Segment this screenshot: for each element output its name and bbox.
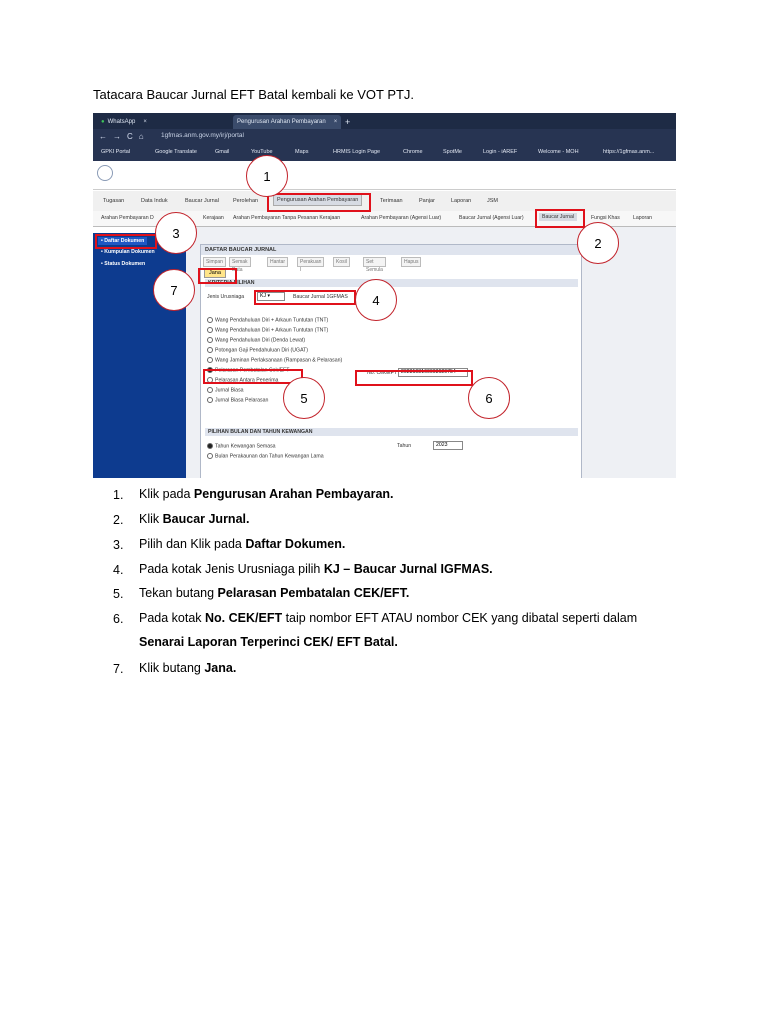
callout-5: 5 <box>283 377 325 419</box>
bookmark[interactable]: Gmail <box>215 149 230 155</box>
radio-option[interactable]: Wang Jaminan Perlaksanaan (Rampasan & Pelarasan) <box>207 357 342 363</box>
menu-item[interactable]: JSM <box>487 198 498 204</box>
radio-option[interactable]: Potongan Gaji Pendahuluan Diri (UGAT) <box>207 347 308 353</box>
jenis-select[interactable]: KJ ▾ <box>257 292 285 301</box>
toolbar-button[interactable]: Perakuan I <box>297 257 324 267</box>
submenu-item-baucar-jurnal[interactable]: Baucar Jurnal <box>539 213 577 221</box>
radio-option[interactable]: Wang Pendahuluan Diri (Denda Lewat) <box>207 337 305 343</box>
submenu-item[interactable]: Arahan Pembayaran D <box>101 215 154 221</box>
highlight-box <box>254 290 356 305</box>
portal-header <box>93 161 676 190</box>
highlight-box <box>355 370 473 386</box>
content-area <box>186 227 676 478</box>
callout-4: 4 <box>355 279 397 321</box>
document-title: Tatacara Baucar Jurnal EFT Batal kembali ke VOT PTJ. <box>93 87 415 102</box>
sidebar-item-daftar[interactable]: • Daftar Dokumen <box>98 237 147 245</box>
radio-option[interactable]: Jurnal Biasa Pelarasan <box>207 397 268 403</box>
bookmark[interactable]: Chrome <box>403 149 423 155</box>
panel-title: DAFTAR BAUCAR JURNAL <box>201 245 585 255</box>
callout-2: 2 <box>577 222 619 264</box>
daftar-panel <box>200 244 582 478</box>
menu-item[interactable]: Laporan <box>451 198 472 204</box>
radio-option[interactable]: Wang Pendahuluan Diri + Arkaun Tuntutan (TNT) <box>207 327 328 333</box>
radio-option[interactable]: Pelarasan Antara Penerima <box>207 377 278 383</box>
tab-whatsapp[interactable]: ● WhatsApp × <box>101 119 147 125</box>
menu-item-pengurusan[interactable]: Pengurusan Arahan Pembayaran <box>273 194 362 206</box>
kriteria-header: KRITERIA PILIHAN <box>205 279 578 287</box>
submenu-item[interactable]: Laporan <box>633 215 653 221</box>
highlight-box <box>535 209 585 228</box>
main-menu <box>93 191 676 212</box>
whatsapp-icon: ● <box>101 119 105 125</box>
close-icon[interactable]: × <box>333 119 338 125</box>
callout-7: 7 <box>153 269 195 311</box>
no-cek-input[interactable]: 2023103160003620754 <box>398 368 468 377</box>
menu-item[interactable]: Panjar <box>419 198 435 204</box>
bookmark[interactable]: Maps <box>295 149 309 155</box>
bookmark[interactable]: SpotMe <box>443 149 462 155</box>
bookmark[interactable]: https://1gfmas.anm... <box>603 149 655 155</box>
browser-tabbar <box>93 113 676 129</box>
toolbar-button[interactable]: Simpan <box>203 257 226 267</box>
bookmark[interactable]: YouTube <box>251 149 273 155</box>
no-cek-label: No. Cek/EFT <box>367 370 397 376</box>
callout-6: 6 <box>468 377 510 419</box>
chevron-down-icon: ▾ <box>267 293 271 299</box>
sidebar-item-kumpulan[interactable]: • Kumpulan Dokumen <box>101 249 155 255</box>
jenis-desc: Baucar Jurnal 1GFMAS <box>293 294 348 300</box>
url-field[interactable]: 1gfmas.anm.gov.my/irj/portal <box>161 132 244 139</box>
nav-icons[interactable]: ←→C⌂ <box>99 132 150 141</box>
bookmark[interactable]: Google Translate <box>155 149 197 155</box>
toolbar-button[interactable]: Set Semula <box>363 257 386 267</box>
radio-option[interactable]: Jurnal Biasa <box>207 387 244 393</box>
highlight-box <box>95 234 157 249</box>
jenis-label: Jenis Urusniaga <box>207 294 245 300</box>
highlight-box <box>267 193 371 212</box>
toolbar-button[interactable]: Hantar <box>267 257 288 267</box>
bookmark[interactable]: Login - iAREF <box>483 149 518 155</box>
submenu-item[interactable]: Arahan Pembayaran (Agensi Luar) <box>361 215 442 221</box>
submenu-item[interactable]: Baucar Jurnal (Agensi Luar) <box>459 215 524 221</box>
submenu-item[interactable]: Arahan Pembayaran Tanpa Pesanan Kerajaan <box>233 215 341 221</box>
submenu-item[interactable]: Fungsi Khas <box>591 215 620 221</box>
menu-item[interactable]: Perolehan <box>233 198 259 204</box>
jana-button[interactable]: Jana <box>204 268 226 278</box>
sidebar-item-status[interactable]: • Status Dokumen <box>101 261 146 267</box>
submenu-item[interactable]: Kerajaan <box>203 215 224 221</box>
callout-1: 1 <box>246 155 288 197</box>
callout-3: 3 <box>155 212 197 254</box>
menu-item[interactable]: Tugasan <box>103 198 125 204</box>
radio-option[interactable]: Wang Pendahuluan Diri + Arkaun Tuntutan (TNT) <box>207 317 328 323</box>
toolbar-button[interactable]: Semak Data <box>229 257 251 267</box>
toolbar-button[interactable]: Hapus <box>401 257 421 267</box>
tahun-input[interactable]: 2023 <box>433 441 463 450</box>
highlight-box <box>203 369 303 384</box>
menu-item[interactable]: Baucar Jurnal <box>185 198 219 204</box>
menu-item[interactable]: Data Induk <box>141 198 168 204</box>
tahun-header: PILIHAN BULAN DAN TAHUN KEWANGAN <box>205 428 578 436</box>
close-icon[interactable]: × <box>143 119 147 125</box>
new-tab-button[interactable]: + <box>345 117 351 127</box>
bookmark[interactable]: Welcome - MOH <box>538 149 579 155</box>
bookmark[interactable]: GPKI Portal <box>101 149 131 155</box>
bookmark[interactable]: HRMIS Login Page <box>333 149 381 155</box>
logo-icon <box>97 165 113 181</box>
radio-pelarasan-cek[interactable]: Pelarasan Pembatalan Cek/EFT <box>207 367 289 373</box>
tahun-label: Tahun <box>397 443 412 449</box>
bookmarks-bar <box>93 146 676 161</box>
address-bar <box>93 129 676 146</box>
highlight-box <box>198 268 237 284</box>
toolbar-button[interactable]: Kosil <box>333 257 350 267</box>
tab-pengurusan[interactable]: Pengurusan Arahan Pembayaran × <box>233 115 341 129</box>
radio-tahun-lama[interactable]: Bulan Perakaunan dan Tahun Kewangan Lama <box>207 453 324 459</box>
radio-tahun-semasa[interactable]: Tahun Kewangan Semasa <box>207 443 276 449</box>
menu-item[interactable]: Terimaan <box>380 198 403 204</box>
